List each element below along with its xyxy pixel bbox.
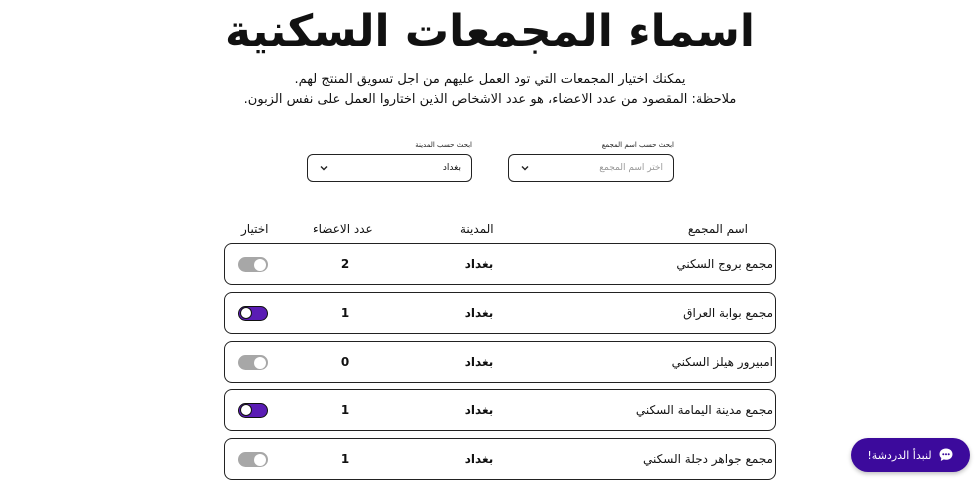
toggle-knob [254, 357, 266, 369]
select-toggle[interactable] [238, 257, 268, 272]
toggle-knob [240, 404, 252, 416]
complex-select[interactable] [508, 154, 674, 182]
member-count: 1 [340, 306, 350, 320]
complex-city: بغداد [464, 257, 494, 271]
table-row [224, 341, 776, 383]
toggle-knob [254, 259, 266, 271]
complex-name: مجمع مدينة اليمامة السكني [635, 403, 773, 417]
complex-city: بغداد [464, 403, 494, 417]
city-filter-label: ابحث حسب المدينة [415, 141, 472, 149]
complex-city: بغداد [464, 306, 494, 320]
toggle-knob [240, 307, 252, 319]
header-city: المدينة [460, 222, 494, 236]
table-row [224, 292, 776, 334]
complex-city: بغداد [464, 355, 494, 369]
header-select: اختيار [241, 222, 269, 236]
toggle-knob [254, 454, 266, 466]
description-line-2: ملاحظة: المقصود من عدد الاعضاء، هو عدد الاشخاص الذين اختاروا العمل على نفس الزبون. [243, 92, 737, 107]
complex-city: بغداد [464, 452, 494, 466]
select-toggle[interactable] [238, 403, 268, 418]
complex-name: مجمع جواهر دجلة السكني [643, 452, 773, 466]
member-count: 0 [340, 355, 350, 369]
select-toggle[interactable] [238, 355, 268, 370]
member-count: 1 [340, 452, 350, 466]
table-row [224, 438, 776, 480]
select-toggle[interactable] [238, 452, 268, 467]
start-chat-label: لنبدأ الدردشة! [867, 448, 932, 462]
complex-name: امبيرور هيلز السكني [671, 355, 773, 369]
page-description [0, 70, 980, 110]
member-count: 1 [340, 403, 350, 417]
table-row [224, 389, 776, 431]
description-line-1: يمكنك اختيار المجمعات التي تود العمل عليهم من اجل تسويق المنتج لهم. [294, 72, 686, 87]
chat-bubble-icon [938, 447, 954, 463]
chevron-down-icon [519, 162, 531, 174]
chevron-down-icon [318, 162, 330, 174]
complex-name: مجمع بوابة العراق [683, 306, 773, 320]
table-row [224, 243, 776, 285]
header-members: عدد الاعضاء [313, 222, 373, 236]
complex-name: مجمع بروج السكني [676, 257, 773, 271]
complex-filter-label: ابحث حسب اسم المجمع [601, 141, 674, 149]
city-select[interactable] [307, 154, 472, 182]
complex-select-placeholder: اختر اسم المجمع [599, 163, 663, 173]
select-toggle[interactable] [238, 306, 268, 321]
header-name: اسم المجمع [687, 222, 748, 236]
start-chat-button[interactable] [851, 438, 970, 472]
page-title: اسماء المجمعات السكنية [225, 6, 755, 57]
city-select-value: بغداد [442, 163, 461, 173]
member-count: 2 [340, 257, 350, 271]
